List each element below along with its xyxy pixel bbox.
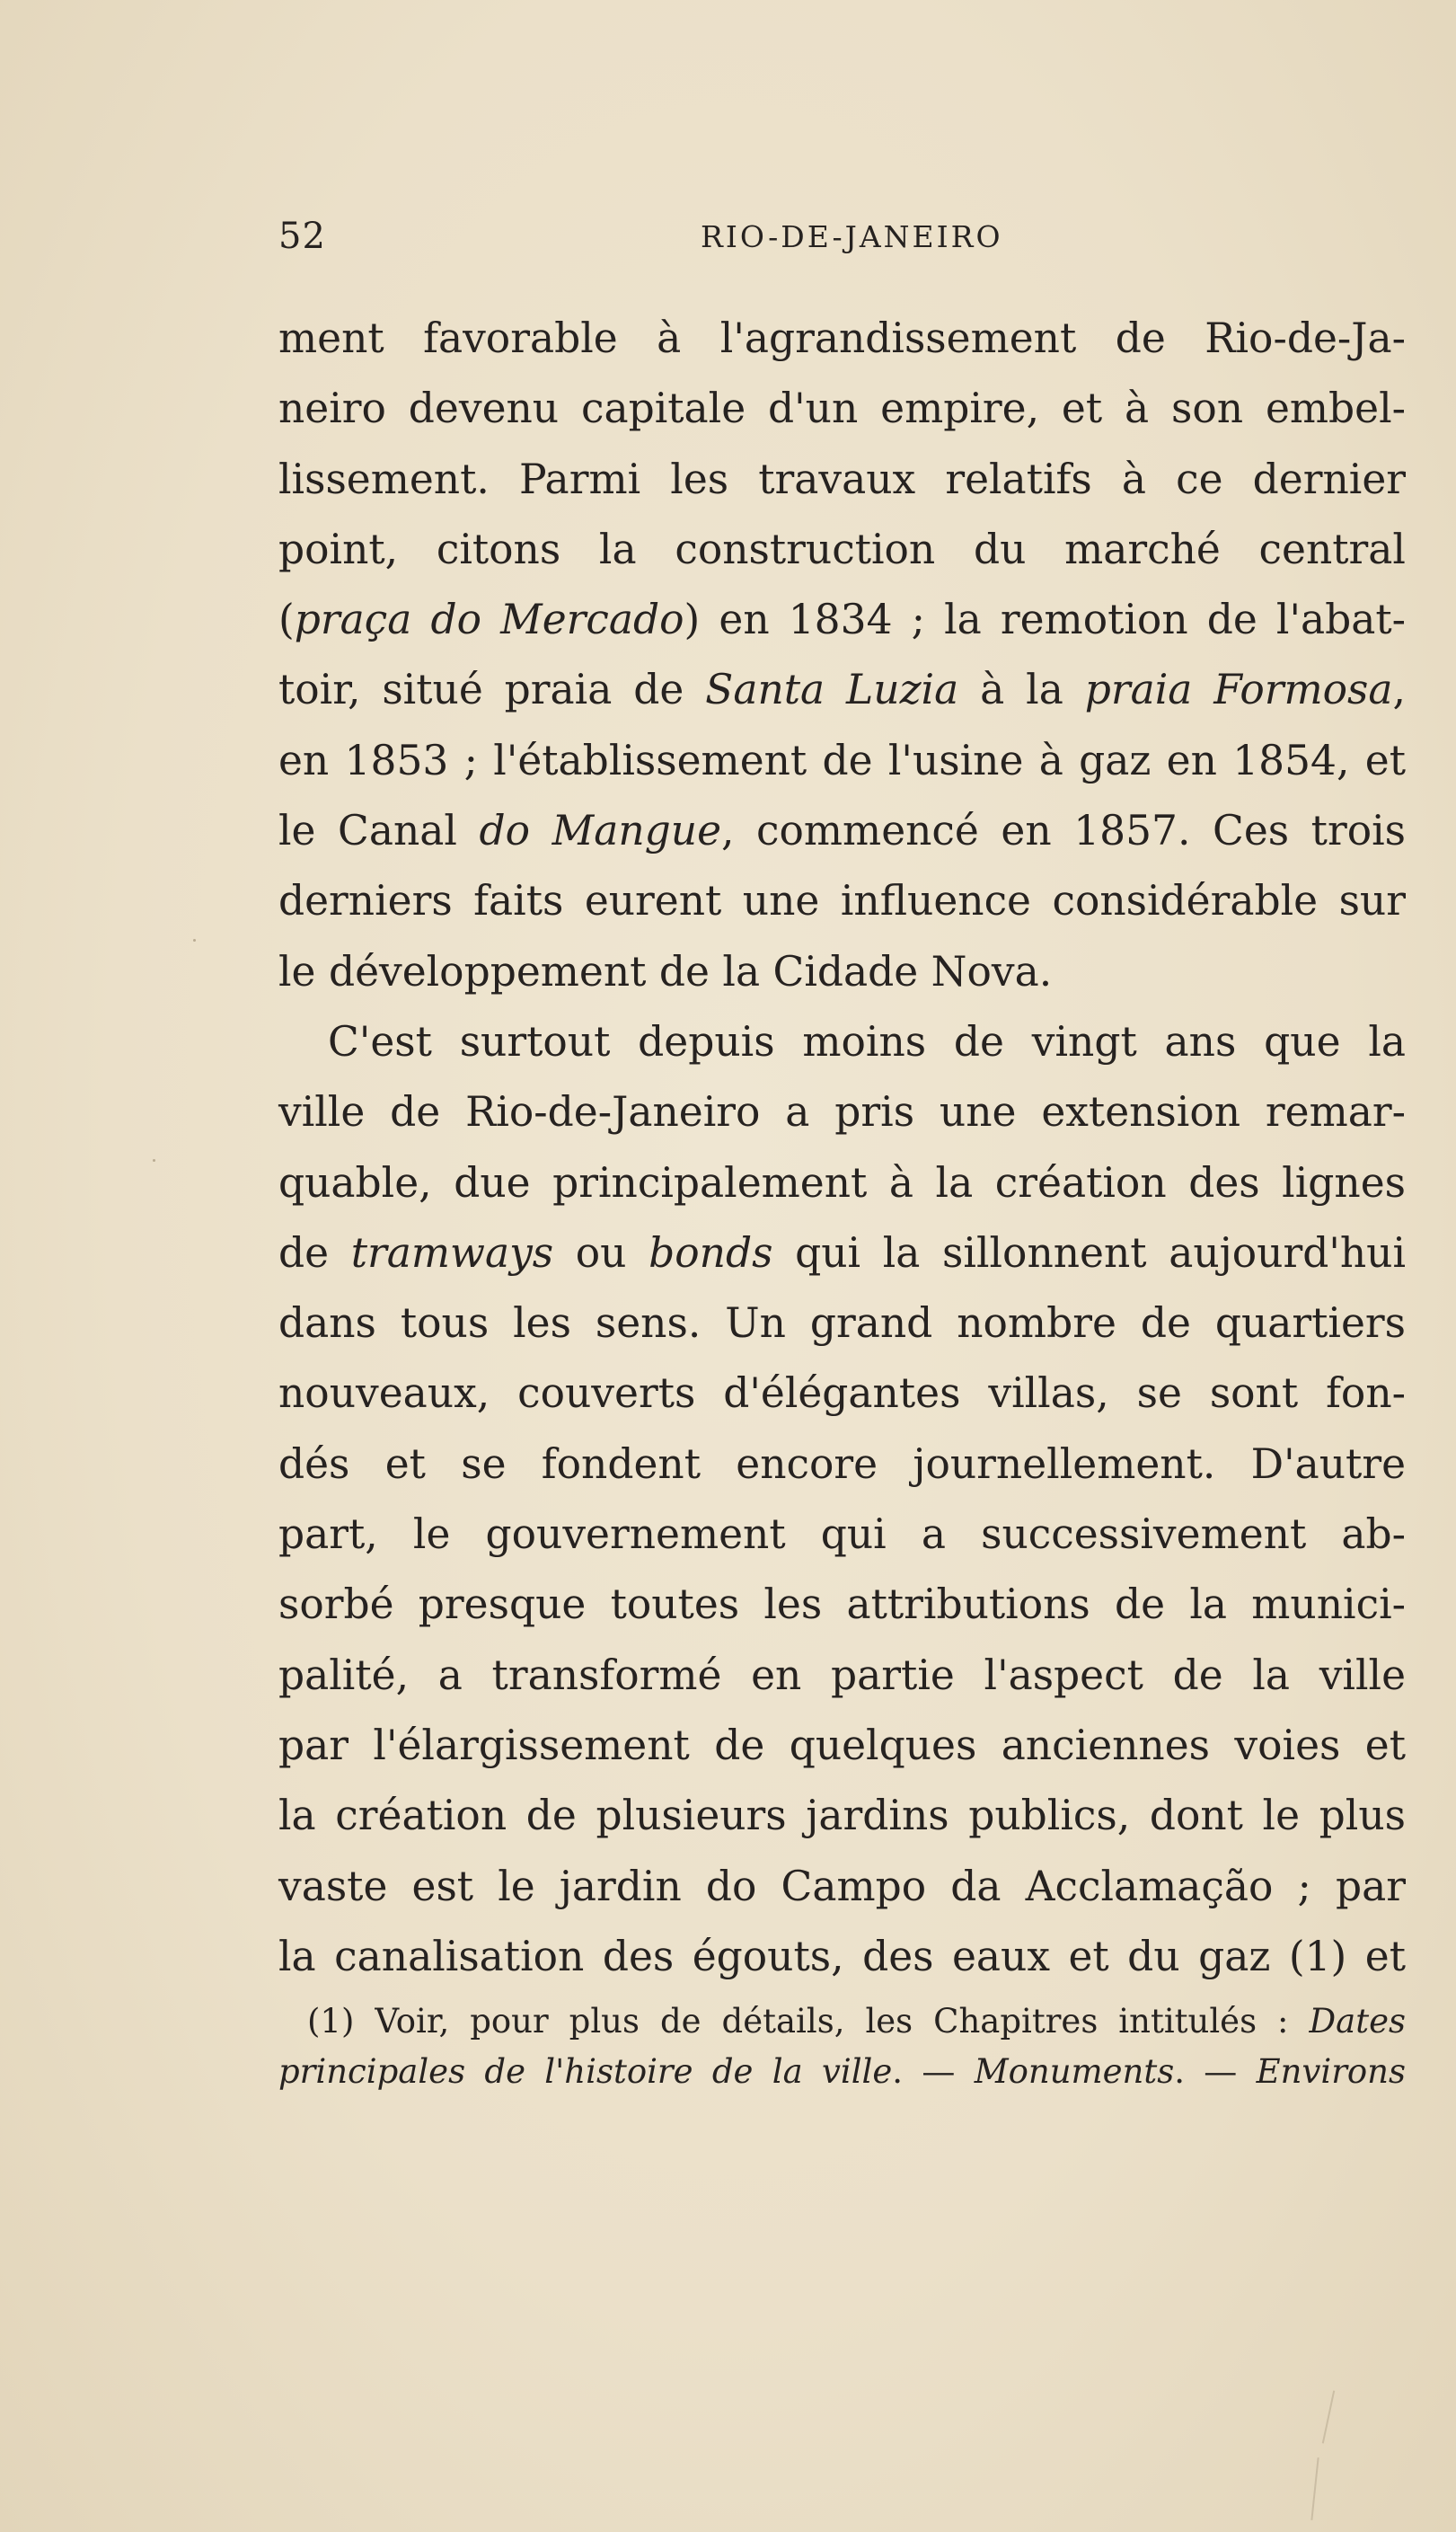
footnote-line: (1) Voir, pour plus de détails, les Chapitres intitulés : Dates [307,2002,1406,2041]
text-line: ville de Rio-de-Janeiro a pris une extension remar- [278,1088,1406,1137]
text-line: part, le gouvernement qui a successivement ab- [278,1510,1406,1559]
text-line: nouveaux, couverts d'élégantes villas, se sont fon- [278,1369,1406,1418]
text-line: le développement de la Cidade Nova. [278,947,1053,996]
text-line: vaste est le jardin do Campo da Acclamação ; par [278,1862,1406,1910]
italic-term: Environs [1256,2052,1406,2091]
italic-term: tramways [350,1228,554,1277]
text-line: sorbé presque toutes les attributions de la munici- [278,1580,1406,1629]
italic-term: do Mangue [479,807,721,855]
text-line: palité, a transformé en partie l'aspect de la ville [278,1651,1406,1699]
italic-term: Dates [1309,2002,1406,2041]
italic-term: Monuments [974,2052,1175,2091]
paper-speck [153,1159,155,1162]
italic-term: Santa Luzia [705,666,959,714]
text-line: (praça do Mercado) en 1834 ; la remotion de l'abat- [278,596,1407,644]
paper-scratch [1310,2457,1319,2520]
text-line: la création de plusieurs jardins publics, dont le plus [278,1792,1406,1840]
italic-term: bonds [649,1228,773,1277]
text-line: par l'élargissement de quelques anciennes voies et [278,1721,1406,1769]
footnote-line: principales de l'histoire de la ville. — Monuments. — Environs [278,2052,1406,2091]
text-line: ment favorable à l'agrandissement de Rio-de-Ja- [278,314,1406,362]
text-line: lissement. Parmi les travaux relatifs à ce dernier [278,455,1406,503]
italic-term: principales de l'histoire de la ville [278,2052,893,2091]
page-header [278,216,1401,270]
text-line: de tramways ou bonds qui la sillonnent aujourd'hui [278,1228,1406,1277]
text-line: en 1853 ; l'établissement de l'usine à gaz en 1854, et [278,736,1406,784]
footnote [278,1996,1406,2097]
text-line: dés et se fondent encore journellement. D'autre [278,1439,1406,1488]
text-line: le Canal do Mangue, commencé en 1857. Ces trois [278,807,1407,855]
italic-term: praça do Mercado [294,596,684,644]
text-line: C'est surtout depuis moins de vingt ans que la [328,1017,1406,1066]
text-line: point, citons la construction du marché central [278,525,1406,573]
running-title: RIO-DE-JANEIRO [701,219,1003,254]
text-line: derniers faits eurent une influence considérable sur [278,877,1406,925]
text-line: la canalisation des égouts, des eaux et du gaz (1) et [278,1932,1406,1980]
paper-scratch [1322,2390,1335,2443]
main-text [278,304,1406,1992]
paper-speck [193,939,196,942]
text-line: neiro devenu capitale d'un empire, et à son embel- [278,385,1406,433]
text-line: dans tous les sens. Un grand nombre de quartiers [278,1299,1406,1348]
text-line: toir, situé praia de Santa Luzia à la praia Formosa, [278,666,1406,714]
page-number: 52 [278,216,326,257]
text-line: quable, due principalement à la création des lignes [278,1158,1406,1207]
italic-term: praia Formosa [1084,666,1393,714]
